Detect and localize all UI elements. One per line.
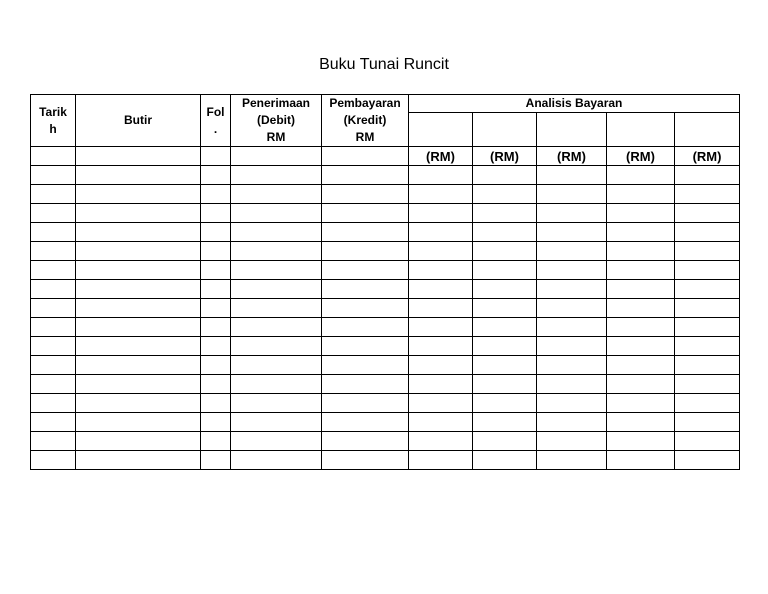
units-cell — [201, 147, 231, 166]
table-cell — [201, 299, 231, 318]
table-cell — [231, 394, 322, 413]
table-cell — [409, 356, 473, 375]
table-cell — [473, 318, 537, 337]
table-row — [31, 318, 740, 337]
table-body — [31, 95, 740, 470]
table-cell — [322, 242, 409, 261]
table-cell — [675, 318, 740, 337]
table-cell — [473, 375, 537, 394]
table-cell — [473, 451, 537, 470]
table-cell — [201, 223, 231, 242]
table-cell — [607, 356, 675, 375]
table-cell — [473, 337, 537, 356]
table-cell — [537, 394, 607, 413]
table-cell — [473, 413, 537, 432]
table-cell — [675, 166, 740, 185]
table-cell — [607, 166, 675, 185]
analysis-subheader-cell — [473, 113, 537, 147]
table-cell — [675, 299, 740, 318]
table-row — [31, 432, 740, 451]
table-cell — [537, 280, 607, 299]
table-cell — [607, 261, 675, 280]
table-cell — [537, 432, 607, 451]
table-cell — [675, 413, 740, 432]
table-cell — [76, 242, 201, 261]
table-cell — [76, 299, 201, 318]
table-cell — [31, 432, 76, 451]
header-row-3 — [31, 147, 740, 166]
table-row — [31, 185, 740, 204]
table-row — [31, 166, 740, 185]
table-cell — [76, 261, 201, 280]
table-cell — [607, 223, 675, 242]
table-cell — [322, 299, 409, 318]
table-cell — [31, 223, 76, 242]
table-cell — [322, 185, 409, 204]
table-cell — [231, 223, 322, 242]
table-cell — [201, 394, 231, 413]
table-cell — [322, 204, 409, 223]
table-row — [31, 280, 740, 299]
table-cell — [31, 204, 76, 223]
table-cell — [231, 185, 322, 204]
table-cell — [607, 185, 675, 204]
table-cell — [201, 318, 231, 337]
table-cell — [31, 318, 76, 337]
table-cell — [322, 166, 409, 185]
table-cell — [675, 356, 740, 375]
table-cell — [322, 432, 409, 451]
table-row — [31, 261, 740, 280]
table-cell — [201, 185, 231, 204]
table-cell — [231, 166, 322, 185]
table-cell — [409, 261, 473, 280]
table-cell — [322, 375, 409, 394]
table-cell — [409, 242, 473, 261]
header-analisis-bayaran: Analisis Bayaran — [409, 95, 740, 113]
units-cell — [76, 147, 201, 166]
table-cell — [76, 280, 201, 299]
table-cell — [322, 261, 409, 280]
table-cell — [473, 356, 537, 375]
table-cell — [675, 261, 740, 280]
table-cell — [675, 280, 740, 299]
table-cell — [473, 166, 537, 185]
header-butir: Butir — [76, 95, 201, 147]
table-cell — [409, 280, 473, 299]
table-cell — [537, 318, 607, 337]
analysis-unit-1: (RM) — [409, 147, 473, 166]
table-cell — [607, 204, 675, 223]
table-cell — [322, 337, 409, 356]
table-cell — [537, 413, 607, 432]
table-cell — [409, 451, 473, 470]
table-cell — [675, 185, 740, 204]
table-cell — [537, 337, 607, 356]
header-pembayaran: Pembayaran (Kredit) RM — [322, 95, 409, 147]
header-penerimaan: Penerimaan (Debit) RM — [231, 95, 322, 147]
table-cell — [537, 356, 607, 375]
table-cell — [409, 413, 473, 432]
table-cell — [31, 242, 76, 261]
table-cell — [473, 261, 537, 280]
table-cell — [231, 299, 322, 318]
table-cell — [76, 204, 201, 223]
document-title: Buku Tunai Runcit — [319, 56, 449, 73]
table-cell — [231, 432, 322, 451]
analysis-unit-5: (RM) — [675, 147, 740, 166]
table-cell — [473, 299, 537, 318]
header-tarikh: Tarik h — [31, 95, 76, 147]
table-cell — [675, 394, 740, 413]
table-cell — [31, 185, 76, 204]
table-cell — [675, 204, 740, 223]
table-cell — [231, 204, 322, 223]
table-cell — [31, 413, 76, 432]
table-row — [31, 337, 740, 356]
table-cell — [31, 299, 76, 318]
table-row — [31, 242, 740, 261]
table-row — [31, 356, 740, 375]
table-cell — [201, 451, 231, 470]
analysis-subheader-cell — [607, 113, 675, 147]
table-cell — [409, 375, 473, 394]
table-cell — [607, 375, 675, 394]
table-cell — [322, 223, 409, 242]
table-cell — [607, 337, 675, 356]
table-cell — [607, 242, 675, 261]
table-cell — [76, 413, 201, 432]
table-cell — [473, 394, 537, 413]
table-cell — [409, 223, 473, 242]
table-cell — [607, 280, 675, 299]
table-cell — [322, 356, 409, 375]
table-cell — [76, 432, 201, 451]
table-cell — [537, 451, 607, 470]
table-cell — [537, 375, 607, 394]
table-cell — [322, 451, 409, 470]
table-row — [31, 223, 740, 242]
table-cell — [675, 242, 740, 261]
table-row — [31, 204, 740, 223]
table-cell — [322, 394, 409, 413]
analysis-subheader-cell — [537, 113, 607, 147]
table-cell — [473, 223, 537, 242]
table-cell — [231, 413, 322, 432]
table-cell — [76, 166, 201, 185]
analysis-unit-3: (RM) — [537, 147, 607, 166]
table-cell — [31, 394, 76, 413]
table-cell — [201, 204, 231, 223]
table-cell — [31, 356, 76, 375]
table-cell — [231, 451, 322, 470]
table-cell — [76, 185, 201, 204]
table-cell — [201, 242, 231, 261]
header-fol: Fol . — [201, 95, 231, 147]
table-cell — [607, 451, 675, 470]
table-cell — [31, 375, 76, 394]
table-cell — [675, 223, 740, 242]
analysis-subheader-cell — [409, 113, 473, 147]
table-cell — [201, 356, 231, 375]
table-cell — [537, 242, 607, 261]
table-cell — [231, 242, 322, 261]
table-cell — [31, 166, 76, 185]
table-cell — [322, 318, 409, 337]
table-cell — [537, 299, 607, 318]
table-cell — [675, 451, 740, 470]
table-cell — [537, 204, 607, 223]
table-cell — [537, 185, 607, 204]
table-row — [31, 451, 740, 470]
table-cell — [473, 204, 537, 223]
table-cell — [409, 204, 473, 223]
table-cell — [537, 261, 607, 280]
table-cell — [409, 432, 473, 451]
table-cell — [76, 375, 201, 394]
table-cell — [473, 280, 537, 299]
table-row — [31, 413, 740, 432]
table-cell — [409, 318, 473, 337]
table-cell — [537, 223, 607, 242]
table-cell — [607, 318, 675, 337]
table-cell — [201, 280, 231, 299]
header-row-1 — [31, 95, 740, 113]
table-cell — [201, 166, 231, 185]
table-cell — [201, 261, 231, 280]
table-cell — [76, 394, 201, 413]
table-cell — [231, 375, 322, 394]
analysis-unit-4: (RM) — [607, 147, 675, 166]
table-row — [31, 394, 740, 413]
table-cell — [675, 432, 740, 451]
table-cell — [201, 375, 231, 394]
table-cell — [76, 356, 201, 375]
table-cell — [76, 451, 201, 470]
table-cell — [473, 242, 537, 261]
table-cell — [607, 432, 675, 451]
table-cell — [322, 413, 409, 432]
table-cell — [76, 318, 201, 337]
table-cell — [231, 337, 322, 356]
table-cell — [675, 375, 740, 394]
table-cell — [201, 432, 231, 451]
units-cell — [231, 147, 322, 166]
table-cell — [76, 223, 201, 242]
table-cell — [322, 280, 409, 299]
table-cell — [231, 356, 322, 375]
units-cell — [31, 147, 76, 166]
table-cell — [409, 394, 473, 413]
table-cell — [31, 337, 76, 356]
table-cell — [409, 166, 473, 185]
table-cell — [201, 413, 231, 432]
table-cell — [473, 185, 537, 204]
table-cell — [607, 299, 675, 318]
table-cell — [409, 337, 473, 356]
table-cell — [76, 337, 201, 356]
analysis-unit-2: (RM) — [473, 147, 537, 166]
table-cell — [409, 299, 473, 318]
table-cell — [31, 261, 76, 280]
table-cell — [607, 394, 675, 413]
table-cell — [473, 432, 537, 451]
table-cell — [537, 166, 607, 185]
table-cell — [31, 451, 76, 470]
table-cell — [675, 337, 740, 356]
table-cell — [409, 185, 473, 204]
table-cell — [231, 280, 322, 299]
table-row — [31, 375, 740, 394]
table-cell — [201, 337, 231, 356]
units-cell — [322, 147, 409, 166]
table-row — [31, 299, 740, 318]
table-cell — [31, 280, 76, 299]
petty-cash-table — [30, 94, 740, 470]
analysis-subheader-cell — [675, 113, 740, 147]
table-cell — [231, 318, 322, 337]
table-cell — [231, 261, 322, 280]
table-cell — [607, 413, 675, 432]
